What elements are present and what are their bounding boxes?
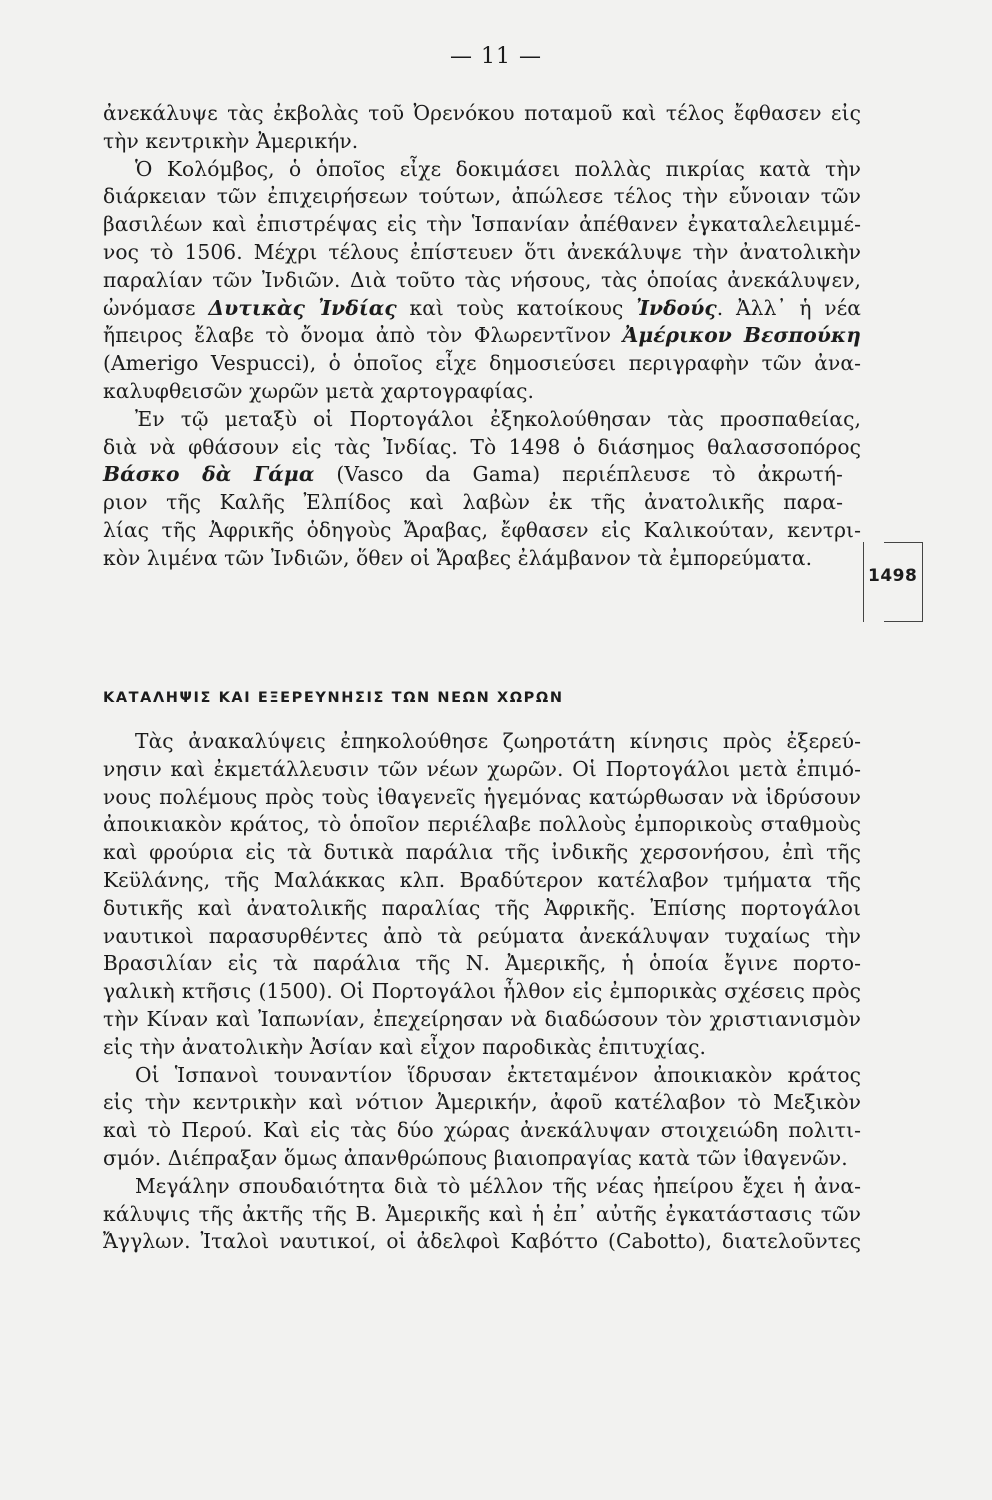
text-line xyxy=(103,1062,861,1090)
paragraphs-discoveries xyxy=(103,100,861,573)
text-run: Μεγάλην σπουδαιότητα διὰ τὸ μέλλον τῆς νέας ἠπείρου ἔχει ἡ ἀνα- xyxy=(135,1173,861,1198)
text-line xyxy=(103,295,861,323)
text-run: βασιλέων καὶ ἐπιστρέψας εἰς τὴν Ἱσπανίαν ἀπέθανεν ἐγκαταλελειμμέ- xyxy=(103,212,861,237)
text-line xyxy=(103,239,861,267)
text-run: . Ἀλλ᾽ ἡ νέα xyxy=(716,295,862,320)
text-run: εἰς τὴν κεντρικὴν καὶ νότιον Ἀμερικήν, ἀφοῦ κατέλαβον τὸ Μεξικὸν xyxy=(103,1090,861,1115)
text-run: ναυτικοὶ παρασυρθέντες ἀπὸ τὰ ρεύματα ἀνεκάλυψαν τυχαίως τὴν xyxy=(103,923,861,948)
text-line xyxy=(103,1006,861,1034)
text-line xyxy=(103,350,861,378)
text-run: ὠνόμασε xyxy=(103,295,209,320)
emphasized-term: Δυτικὰς Ἰνδίας xyxy=(208,295,397,320)
text-run: Τὰς ἀνακαλύψεις ἐπηκολούθησε ζωηροτάτη κίνησις πρὸς ἐξερεύ- xyxy=(135,729,861,753)
text-run: ἀνεκάλυψε τὰς ἐκβολὰς τοῦ Ὀρενόκου ποταμοῦ καὶ τέλος ἔφθασεν εἰς xyxy=(103,101,861,125)
margin-note-year: 1498 xyxy=(868,566,918,586)
text-line xyxy=(103,517,861,545)
text-line xyxy=(103,1201,861,1229)
emphasized-term: Βάσκο δὰ Γάμα xyxy=(103,462,315,487)
text-run: ἤπειρος ἔλαβε τὸ ὄνομα ἀπὸ τὸν Φλωρεντῖνον xyxy=(103,323,623,348)
text-run: τὴν Κίναν καὶ Ἰαπωνίαν, ἐπεχείρησαν νὰ διαδώσουν τὸν χριστιανισμὸν xyxy=(103,1006,861,1031)
text-run: καὶ τὸ Περού. Καὶ εἰς τὰς δύο χώρας ἀνεκάλυψαν στοιχειώδη πολιτι- xyxy=(103,1118,861,1143)
text-run: νος τὸ 1506. Μέχρι τέλους ἐπίστευεν ὅτι ἀνεκάλυψε τὴν ἀνατολικὴν xyxy=(103,239,861,264)
text-line xyxy=(103,128,861,156)
page-number: — 11 — xyxy=(450,44,542,69)
text-run: τὴν κεντρικὴν Ἀμερικήν. xyxy=(103,128,359,153)
text-run: Οἱ Ἱσπανοὶ τουναντίον ἵδρυσαν ἐκτεταμένον ἀποικιακὸν κράτος xyxy=(135,1062,861,1087)
text-line xyxy=(103,267,861,295)
text-line xyxy=(103,811,861,839)
text-line xyxy=(103,461,843,489)
margin-note-box xyxy=(863,542,923,622)
text-line xyxy=(103,406,861,434)
text-line xyxy=(103,100,861,128)
text-line xyxy=(103,1117,861,1145)
text-line xyxy=(103,784,861,812)
text-line xyxy=(103,839,861,867)
text-run: κὸν λιμένα τῶν Ἰνδιῶν, ὅθεν οἱ Ἄραβες ἐλάμβανον τὰ ἐμπορεύματα. xyxy=(103,545,813,570)
text-line xyxy=(103,545,861,573)
text-run: διὰ νὰ φθάσουν εἰς τὰς Ἰνδίας. Τὸ 1498 ὁ διάσημος θαλασσοπόρος xyxy=(103,434,861,459)
text-run: κάλυψις τῆς ἀκτῆς τῆς Β. Ἀμερικῆς καὶ ἡ ἐπ᾽ αὐτῆς ἐγκατάστασις τῶν xyxy=(103,1201,861,1226)
text-run: (Vasco da Gama) περιέπλευσε τὸ ἀκρωτή- xyxy=(314,462,843,487)
text-run: Βρασιλίαν εἰς τὰ παράλια τῆς Ν. Ἀμερικῆς, ἡ ὁποία ἔγινε πορτο- xyxy=(103,951,861,976)
text-run: Ἐν τῷ μεταξὺ οἱ Πορτογάλοι ἐξηκολούθησαν τὰς προσπαθείας, xyxy=(135,406,861,431)
text-line xyxy=(103,489,843,517)
text-line xyxy=(103,950,861,978)
text-line xyxy=(103,895,861,923)
text-line xyxy=(103,1173,861,1201)
text-run: καὶ φρούρια εἰς τὰ δυτικὰ παράλια τῆς ἰνδικῆς χερσονήσου, ἐπὶ τῆς xyxy=(103,840,861,865)
text-run: παραλίαν τῶν Ἰνδιῶν. Διὰ τοῦτο τὰς νήσους, τὰς ὁποίας ἀνεκάλυψεν, xyxy=(103,267,861,292)
text-line xyxy=(103,728,861,756)
text-line xyxy=(103,322,861,350)
text-run: εἰς τὴν ἀνατολικὴν Ἀσίαν καὶ εἶχον παροδικὰς ἐπιτυχίας. xyxy=(103,1034,707,1059)
text-run: σμόν. Διέπραξαν ὅμως ἀπανθρώπους βιαιοπραγίας κατὰ τῶν ἰθαγενῶν. xyxy=(103,1145,848,1170)
text-line xyxy=(103,1034,861,1062)
text-run: δυτικῆς καὶ ἀνατολικῆς παραλίας τῆς Ἀφρικῆς. Ἐπίσης πορτογάλοι xyxy=(103,895,861,920)
text-run: νους πολέμους πρὸς τοὺς ἰθαγενεῖς ἡγεμόνας κατώρθωσαν νὰ ἱδρύσουν xyxy=(103,784,861,809)
paragraphs-colonization xyxy=(103,728,861,1256)
emphasized-term: Ἰνδούς xyxy=(636,295,717,320)
text-line xyxy=(103,434,861,462)
text-run: Ἄγγλων. Ἰταλοὶ ναυτικοί, οἱ ἀδελφοὶ Καβόττο (Cabotto), διατελοῦντες xyxy=(103,1229,861,1254)
text-run: διάρκειαν τῶν ἐπιχειρήσεων τούτων, ἀπώλεσε τέλος τὴν εὔνοιαν τῶν xyxy=(103,184,861,209)
section-heading: ΚΑΤΑΛΗΨΙΣ ΚΑΙ ΕΞΕΡΕΥΝΗΣΙΣ ΤΩΝ ΝΕΩΝ ΧΩΡΩΝ xyxy=(103,690,564,706)
text-line xyxy=(103,211,861,239)
text-run: λίας τῆς Ἀφρικῆς ὁδηγοὺς Ἄραβας, ἔφθασεν εἰς Καλικούταν, κεντρι- xyxy=(103,517,861,542)
text-run: (Amerigo Vespucci), ὁ ὁποῖος εἶχε δημοσιεύσει περιγραφὴν τῶν ἀνα- xyxy=(103,351,861,376)
text-line xyxy=(103,183,861,211)
text-line xyxy=(103,378,861,406)
text-run: Ὁ Κολόμβος, ὁ ὁποῖος εἶχε δοκιμάσει πολλὰς πικρίας κατὰ τὴν xyxy=(135,156,861,181)
text-run: καλυφθεισῶν χωρῶν μετὰ χαρτογραφίας. xyxy=(103,378,535,403)
text-line xyxy=(103,867,861,895)
text-run: ἀποικιακὸν κράτος, τὸ ὁποῖον περιέλαβε πολλοὺς ἐμπορικοὺς σταθμοὺς xyxy=(103,812,861,837)
text-line xyxy=(103,156,861,184)
text-run: ριον τῆς Καλῆς Ἐλπίδος καὶ λαβὼν ἐκ τῆς ἀνατολικῆς παρα- xyxy=(103,490,843,515)
text-line xyxy=(103,923,861,951)
text-line xyxy=(103,1228,861,1256)
text-line xyxy=(103,1089,861,1117)
text-run: Κεϋλάνης, τῆς Μαλάκκας κλπ. Βραδύτερον κατέλαβον τμήματα τῆς xyxy=(103,867,861,892)
text-line xyxy=(103,1145,861,1173)
text-run: καὶ τοὺς κατοίκους xyxy=(396,295,637,320)
text-line xyxy=(103,978,861,1006)
text-line xyxy=(103,756,861,784)
text-run: νησιν καὶ ἐκμετάλλευσιν τῶν νέων χωρῶν. Οἱ Πορτογάλοι μετὰ ἐπιμό- xyxy=(103,756,861,781)
text-run: γαλικὴ κτῆσις (1500). Οἱ Πορτογάλοι ἦλθον εἰς ἐμπορικὰς σχέσεις πρὸς xyxy=(103,979,861,1004)
emphasized-term: Ἀμέρικον Βεσπούκη xyxy=(622,323,861,348)
